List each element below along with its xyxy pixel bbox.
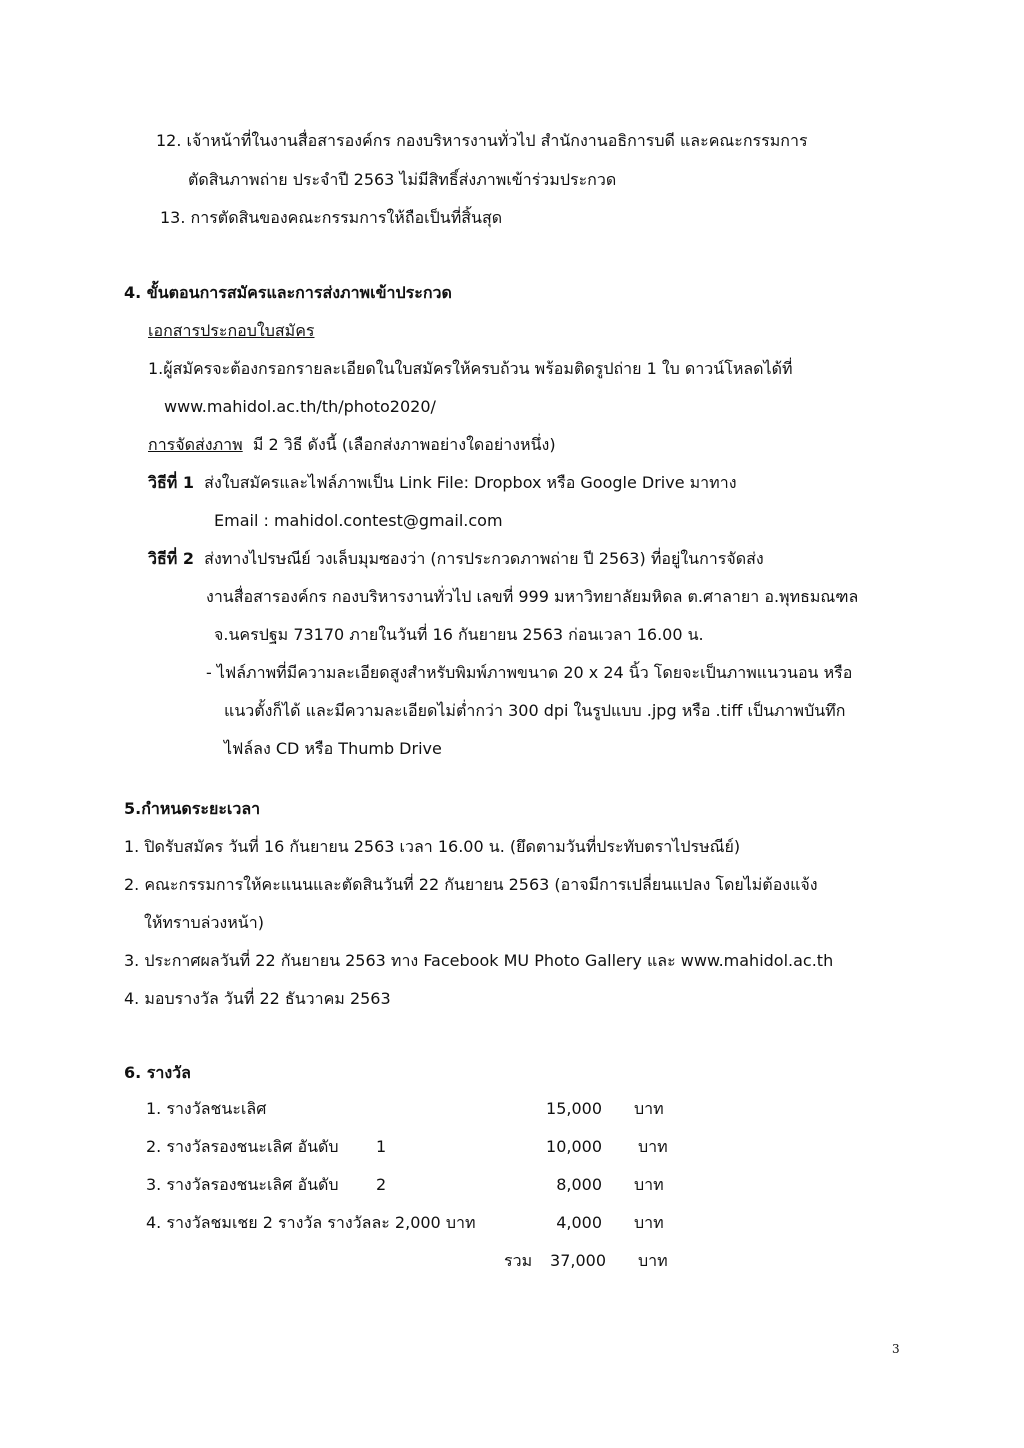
method-2-line-3: จ.นครปฐม 73170 ภายในวันที่ 16 กันยายน 2563 ก่อนเวลา 16.00 น. (214, 625, 704, 644)
prize-label: 4. รางวัลชมเชย 2 รางวัล รางวัลละ 2,000 บาท (146, 1213, 476, 1232)
section-6-heading: 6. รางวัล (124, 1063, 191, 1082)
rule-12-line-1: 12. เจ้าหน้าที่ในงานสื่อสารองค์กร กองบริหารงานทั่วไป สำนักงานอธิการบดี และคณะกรรมการ (156, 131, 808, 150)
page-number: 3 (892, 1342, 900, 1356)
method-2-line-2: งานสื่อสารองค์กร กองบริหารงานทั่วไป เลขที่ 999 มหาวิทยาลัยมหิดล ต.ศาลายา อ.พุทธมณฑล (206, 587, 859, 606)
timeline-item-3: 3. ประกาศผลวันที่ 22 กันยายน 2563 ทาง Facebook MU Photo Gallery และ www.mahidol.ac.th (124, 951, 834, 970)
prize-rank: 1 (376, 1137, 387, 1156)
prize-unit: บาท (634, 1175, 664, 1194)
timeline-item-4: 4. มอบรางวัล วันที่ 22 ธันวาคม 2563 (124, 989, 391, 1008)
prize-amount: 4,000 (556, 1213, 602, 1232)
prize-label: 1. รางวัลชนะเลิศ (146, 1099, 267, 1118)
send-desc: มี 2 วิธี ดังนี้ (เลือกส่งภาพอย่างใดอย่างหนึ่ง) (252, 435, 556, 454)
timeline-item-2-line-2: ให้ทราบล่วงหน้า) (144, 913, 264, 932)
rule-12-line-2: ตัดสินภาพถ่าย ประจำปี 2563 ไม่มีสิทธิ์ส่งภาพเข้าร่วมประกวด (188, 170, 617, 189)
total-amount: 37,000 (550, 1251, 606, 1270)
timeline-item-1: 1. ปิดรับสมัคร วันที่ 16 กันยายน 2563 เวลา 16.00 น. (ยึดตามวันที่ประทับตราไปรษณีย์) (124, 837, 741, 856)
method-2-line-1 (148, 548, 764, 570)
prize-unit: บาท (638, 1137, 668, 1156)
method-1-text: ส่งใบสมัครและไฟล์ภาพเป็น Link File: Dropbox หรือ Google Drive มาทาง (204, 473, 737, 492)
total-label: รวม (504, 1251, 533, 1270)
method-2-label: วิธีที่ 2 (148, 549, 194, 568)
timeline-item-2-line-1: 2. คณะกรรมการให้คะแนนและตัดสินวันที่ 22 กันยายน 2563 (อาจมีการเปลี่ยนแปลง โดยไม่ต้องแจ้ง (124, 875, 818, 894)
send-method-line (148, 434, 556, 456)
file-spec-line-1: - ไฟล์ภาพที่มีความละเอียดสูงสำหรับพิมพ์ภาพขนาด 20 x 24 นิ้ว โดยจะเป็นภาพแนวนอน หรือ (206, 663, 853, 682)
method-1-label: วิธีที่ 1 (148, 473, 194, 492)
file-spec-line-3: ไฟล์ลง CD หรือ Thumb Drive (224, 739, 442, 758)
docs-title: เอกสารประกอบใบสมัคร (148, 321, 315, 340)
file-spec-line-2: แนวตั้งก็ได้ และมีความละเอียดไม่ต่ำกว่า 300 dpi ในรูปแบบ .jpg หรือ .tiff เป็นภาพบันทึก (224, 701, 846, 720)
prize-rank: 2 (376, 1175, 387, 1194)
prize-amount: 15,000 (546, 1099, 602, 1118)
download-url: www.mahidol.ac.th/th/photo2020/ (164, 397, 436, 416)
prize-unit: บาท (634, 1099, 664, 1118)
send-title: การจัดส่งภาพ (148, 435, 243, 454)
method-2-text: ส่งทางไปรษณีย์ วงเล็บมุมซองว่า (การประกวดภาพถ่าย ปี 2563) ที่อยู่ในการจัดส่ง (204, 549, 764, 568)
section-4-heading: 4. ขั้นตอนการสมัครและการส่งภาพเข้าประกวด (124, 283, 452, 302)
docs-item-1-line-1: 1.ผู้สมัครจะต้องกรอกรายละเอียดในใบสมัครให้ครบถ้วน พร้อมติดรูปถ่าย 1 ใบ ดาวน์โหลดได้ที่ (148, 359, 793, 378)
total-unit: บาท (638, 1251, 668, 1270)
method-1-email: Email : mahidol.contest@gmail.com (214, 511, 503, 530)
prize-label: 2. รางวัลรองชนะเลิศ อันดับ (146, 1137, 339, 1156)
rule-13: 13. การตัดสินของคณะกรรมการให้ถือเป็นที่สิ้นสุด (160, 208, 503, 227)
prize-amount: 8,000 (556, 1175, 602, 1194)
prize-label: 3. รางวัลรองชนะเลิศ อันดับ (146, 1175, 339, 1194)
prize-unit: บาท (634, 1213, 664, 1232)
prize-amount: 10,000 (546, 1137, 602, 1156)
method-1-line (148, 472, 737, 494)
section-5-heading: 5.กำหนดระยะเวลา (124, 799, 261, 818)
